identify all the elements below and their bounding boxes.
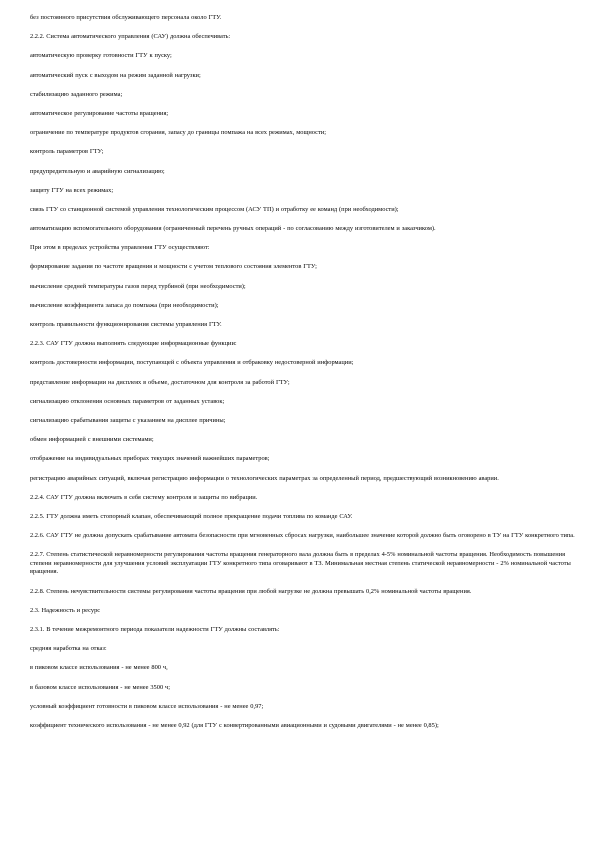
section-2-2-8: 2.2.8. Степень нечувствительности системы регулирования частоты вращения при любой нагрузке не должна превышать 0,2% номинальной частоты вращения. — [30, 587, 472, 595]
list-item: отображение на индивидуальных приборах текущих значений важнейших параметров; — [30, 455, 270, 463]
list-item: ограничение по температуре продуктов сгорания, запасу до границы помпажа на всех режимах, мощности; — [30, 129, 326, 137]
list-item: автоматизацию вспомогательного оборудования (ограниченный перечень ручных операций - по согласованию между изготовителем и заказчиком). — [30, 225, 436, 233]
list-item: формирование задания по частоте вращения и мощности с учетом теплового состояния элементов ГТУ; — [30, 263, 317, 271]
list-item: условный коэффициент готовности в пиковом классе использования - не менее 0,97; — [30, 702, 264, 710]
list-item: представление информации на дисплеях в объеме, достаточном для контроля за работой ГТУ; — [30, 378, 290, 386]
section-2-2-6: 2.2.6. САУ ГТУ не должна допускать срабатывание автомата безопасности при мгновенных сбросах нагрузки, наибольшее значение которой должно быть оговорено в ТУ на ГТУ конкретного типа. — [30, 532, 575, 540]
list-item: средняя наработка на отказ: — [30, 645, 107, 653]
section-2-2-4: 2.2.4. САУ ГТУ должна включать в себя систему контроля и защиты по вибрации. — [30, 493, 258, 501]
list-item: защиту ГТУ на всех режимах; — [30, 186, 114, 194]
list-item: обмен информацией с внешними системами; — [30, 436, 154, 444]
list-item: регистрацию аварийных ситуаций, включая регистрацию информации о технологических параметрах за определенный период, предшествующий возникновению аварии. — [30, 474, 499, 482]
list-item: стабилизацию заданного режима; — [30, 90, 123, 98]
list-item: связь ГТУ со станционной системой управления технологическим процессом (АСУ ТП) и отработку ее команд (при необходимости); — [30, 205, 399, 213]
section-heading-2-3: 2.3. Надежность и ресурс — [30, 606, 101, 614]
list-item: сигнализацию срабатывания защиты с указанием на дисплее причины; — [30, 416, 226, 424]
list-item: в базовом классе использования - не менее 3500 ч; — [30, 683, 171, 691]
list-item: контроль правильности функционирования системы управления ГТУ. — [30, 321, 222, 328]
list-item: вычисление коэффициента запаса до помпажа (при необходимости); — [30, 301, 219, 309]
list-item: автоматическую проверку готовности ГТУ к пуску; — [30, 52, 172, 60]
section-2-2-7: 2.2.7. Степень статистической неравномерности регулирования частоты вращения генераторного вала должна быть в пределах 4-5% номинальной частоты вращения. Необходимость повышения степени неравномерности для улучшения условий эксплуатации ГТУ конкретного типа оговаривают в ТЗ. Минимальная местная степень статической неравномерности - 2% номинальной частоты вращения. — [30, 551, 571, 576]
list-item: сигнализацию отклонения основных параметров от заданных уставок; — [30, 397, 225, 405]
section-heading-2-3-1: 2.3.1. В течение межремонтного периода показатели надежности ГТУ должны составлять: — [30, 626, 280, 633]
list-item: автоматическое регулирование частоты вращения; — [30, 109, 169, 117]
section-2-2-5: 2.2.5. ГТУ должна иметь стопорный клапан, обеспечивающий полное прекращение подачи топлива по команде САУ. — [30, 512, 353, 520]
list-item: контроль достоверности информации, поступающей с объекта управления и отбраковку недостоверной информации; — [30, 359, 354, 367]
paragraph: без постоянного присутствия обслуживающего персонала около ГТУ. — [30, 14, 222, 21]
list-item: в пиковом классе использования - не менее 800 ч, — [30, 664, 168, 672]
section-heading-2-2-3: 2.2.3. САУ ГТУ должна выполнять следующие информационные функции: — [30, 340, 237, 348]
section-heading-2-2-2: 2.2.2. Система автоматического управления (САУ) должна обеспечивать: — [30, 33, 231, 41]
paragraph: При этом в пределах устройства управления ГТУ осуществляют: — [30, 244, 210, 252]
list-item: предупредительную и аварийную сигнализацию; — [30, 167, 165, 175]
list-item: коэффициент технического использования - не менее 0,92 (для ГТУ с конвертированными авиационными и судовыми двигателями - не менее 0,85); — [30, 721, 439, 729]
list-item: автоматический пуск с выходом на режим заданной нагрузки; — [30, 71, 201, 79]
list-item: контроль параметров ГТУ; — [30, 148, 104, 156]
list-item: вычисление средней температуры газов перед турбиной (при необходимости); — [30, 282, 246, 290]
